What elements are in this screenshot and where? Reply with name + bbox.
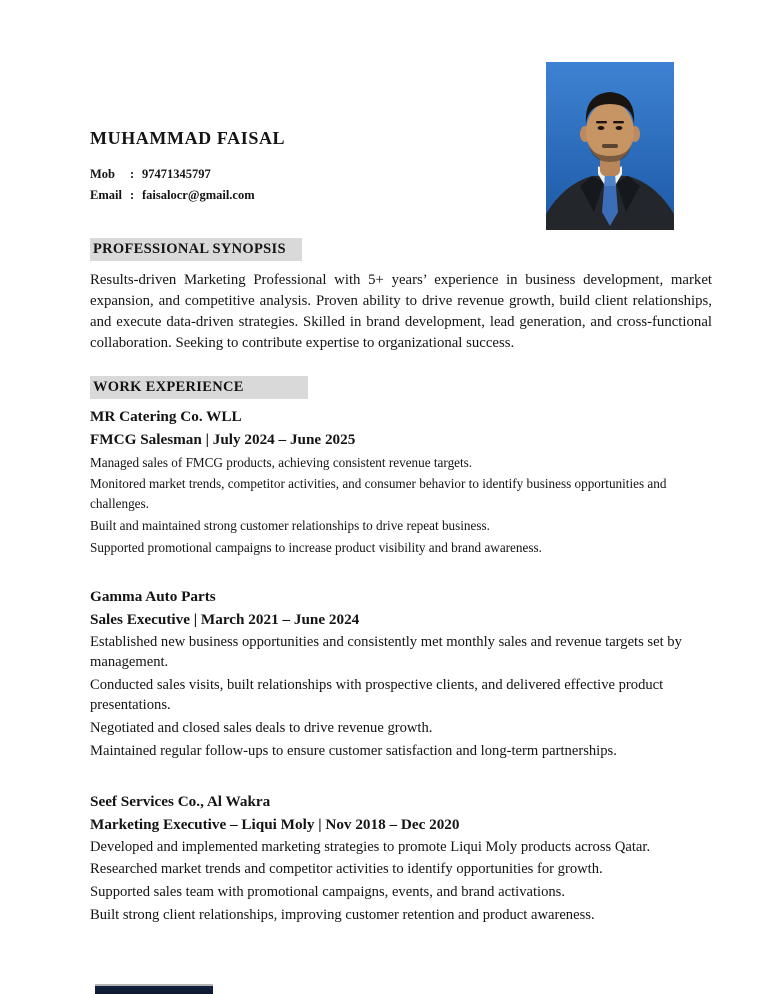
job-point: Built strong client relationships, improving customer retention and product awareness. — [90, 907, 595, 924]
job-title: Sales Executive | March 2021 – June 2024 — [90, 611, 360, 629]
mobile-separator: : — [130, 167, 135, 181]
job-point: Built and maintained strong customer relationships to drive repeat business. — [90, 517, 490, 533]
job-point: Established new business opportunities and consistently met monthly sales and revenue targets set by management. — [90, 634, 682, 671]
job-point: Monitored market trends, competitor activities, and consumer behavior to identify business opportunities and challenges. — [90, 476, 667, 512]
job-point: Supported promotional campaigns to increase product visibility and brand awareness. — [90, 539, 542, 555]
job-point: Negotiated and closed sales deals to drive revenue growth. — [90, 719, 433, 736]
candidate-name: MUHAMMAD FAISAL — [90, 128, 286, 148]
job-entry-mr-catering — [90, 408, 712, 558]
job-point: Developed and implemented marketing strategies to promote Liqui Moly products across Qatar. — [90, 838, 651, 855]
job-point: Maintained regular follow-ups to ensure customer satisfaction and long-term partnerships. — [90, 742, 617, 759]
job-point: Researched market trends and competitor activities to identify opportunities for growth. — [90, 861, 603, 878]
job-point: Managed sales of FMCG products, achieving consistent revenue targets. — [90, 454, 473, 470]
experience-heading: WORK EXPERIENCE — [90, 376, 308, 399]
mobile-number: 97471345797 — [142, 167, 211, 181]
experience-section — [90, 354, 712, 926]
contact-block — [90, 164, 712, 207]
job-entry-gamma-auto-parts — [90, 588, 712, 761]
job-entry-seef-services — [90, 793, 712, 926]
job-company: MR Catering Co. WLL — [90, 407, 242, 425]
mobile-label: Mob — [90, 167, 115, 181]
job-company: Seef Services Co., Al Wakra — [90, 792, 271, 810]
resume-content — [90, 0, 712, 929]
email-separator: : — [130, 188, 135, 203]
synopsis-heading: PROFESSIONAL SYNOPSIS — [90, 238, 302, 261]
job-point: Supported sales team with promotional campaigns, events, and brand activations. — [90, 884, 565, 901]
email-label: Email — [90, 188, 122, 203]
email-address: faisalocr@gmail.com — [142, 188, 255, 203]
next-page-image-sliver — [95, 984, 213, 994]
job-company: Gamma Auto Parts — [90, 588, 216, 606]
synopsis-paragraph: Results-driven Marketing Professional with 5+ years’ experience in business development, market expansion, and competitive analysis. Proven ability to drive revenue growth, build client relationships, and execute data-driven strategies. Skilled in brand development, lead generation, and cross-functional collaboration. Seeking to contribute expertise to organizational success. — [90, 271, 712, 351]
job-title: FMCG Salesman | July 2024 – June 2025 — [90, 430, 356, 448]
job-point: Conducted sales visits, built relationships with prospective clients, and delivered effective product presentations. — [90, 677, 664, 714]
synopsis-section — [90, 207, 712, 354]
contact-row-email — [90, 185, 712, 206]
contact-row-mobile — [90, 164, 712, 185]
job-title: Marketing Executive – Liqui Moly | Nov 2018 – Dec 2020 — [90, 815, 460, 833]
